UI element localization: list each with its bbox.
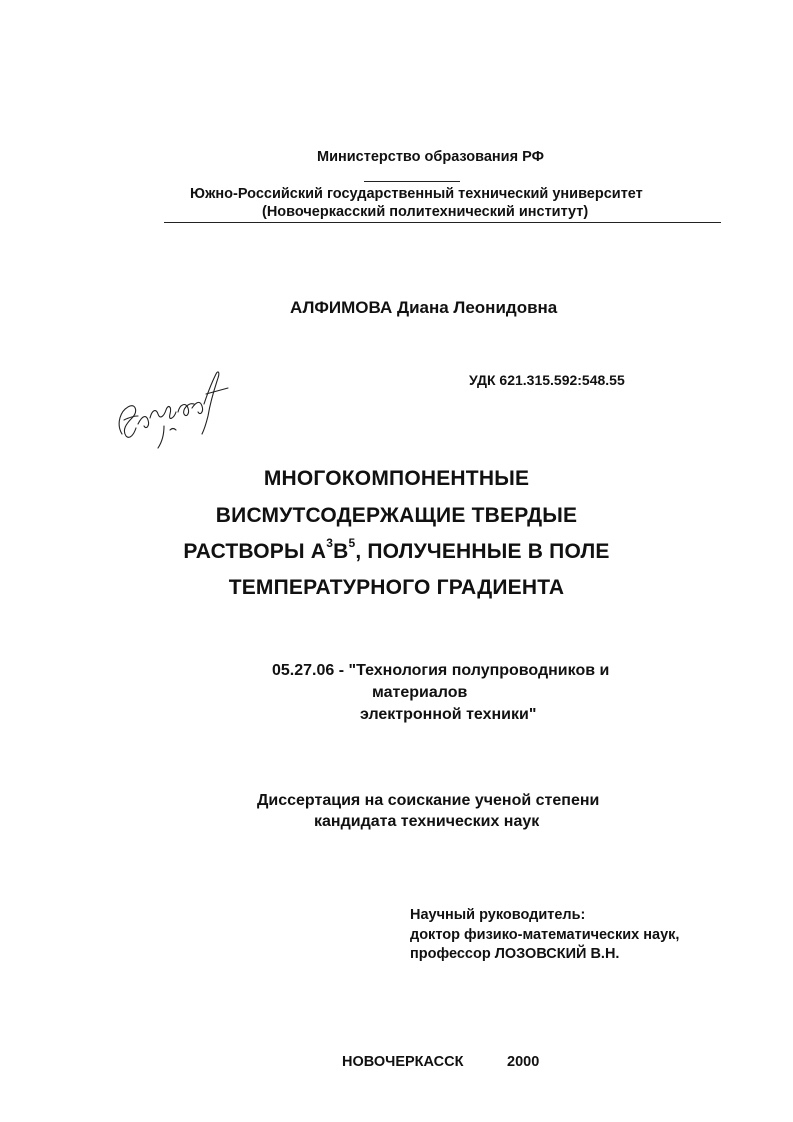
ministry-line: Министерство образования РФ	[317, 149, 544, 165]
handwritten-signature	[108, 364, 238, 459]
dissertation-line-2: кандидата технических наук	[314, 813, 540, 830]
title-line-4: ТЕМПЕРАТУРНОГО ГРАДИЕНТА	[228, 576, 565, 599]
title-line-3-prefix: РАСТВОРЫ А	[183, 540, 327, 563]
supervisor-label: Научный руководитель:	[410, 907, 586, 923]
supervisor-name: профессор ЛОЗОВСКИЙ В.Н.	[410, 946, 620, 962]
title-line-3-mid: В	[333, 540, 349, 563]
header-short-rule	[364, 181, 460, 182]
specialty-line-3: электронной техники"	[360, 706, 537, 723]
university-line: Южно-Российский государственный технический университет	[190, 186, 643, 202]
institute-line: (Новочеркасский политехнический институт)	[262, 204, 589, 220]
footer-year: 2000	[507, 1054, 540, 1070]
udc-code: УДК 621.315.592:548.55	[469, 372, 625, 388]
title-line-3-suffix: , ПОЛУЧЕННЫЕ В ПОЛЕ	[355, 540, 610, 563]
header-rule	[164, 222, 721, 223]
title-line-1: МНОГОКОМПОНЕНТНЫЕ	[263, 467, 530, 490]
supervisor-degree: доктор физико-математических наук,	[410, 927, 680, 943]
dissertation-line-1: Диссертация на соискание ученой степени	[257, 792, 600, 809]
author-name: АЛФИМОВА Диана Леонидовна	[290, 298, 558, 317]
specialty-line-2: материалов	[372, 684, 468, 701]
title-line-2: ВИСМУТСОДЕРЖАЩИЕ ТВЕРДЫЕ	[215, 504, 578, 527]
footer-city: НОВОЧЕРКАССК	[342, 1054, 464, 1070]
title-line-3	[0, 536, 793, 565]
specialty-line-1: 05.27.06 - "Технология полупроводников и	[272, 662, 610, 679]
title-superscript-3: 3	[326, 536, 334, 550]
title-superscript-5: 5	[348, 536, 356, 550]
